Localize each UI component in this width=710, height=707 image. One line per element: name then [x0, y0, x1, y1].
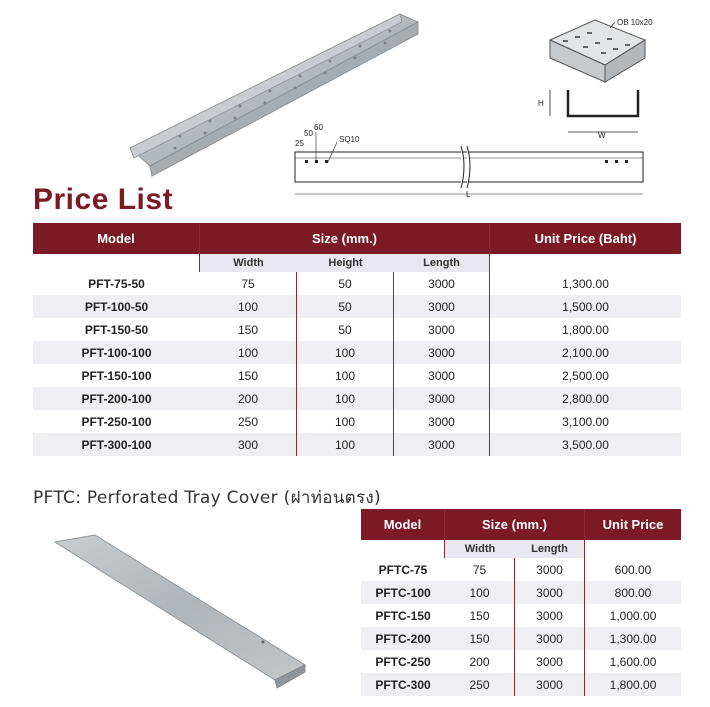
sub-length: Length	[515, 540, 585, 558]
table-row: PFTC-200 150 3000 1,300.00	[361, 627, 681, 650]
width-label: W	[598, 131, 606, 140]
col-size: Size (mm.)	[200, 223, 490, 254]
table-row: PFTC-250 200 3000 1,600.00	[361, 650, 681, 673]
callout-label: OB 10x20	[617, 18, 653, 27]
sub-length: Length	[394, 254, 490, 272]
dim-length: L	[466, 190, 471, 199]
dim-sq10: SQ10	[339, 135, 360, 144]
table-row: PFTC-100 100 3000 800.00	[361, 581, 681, 604]
table-row: PFT-100-100 100 100 3000 2,100.00	[33, 341, 681, 364]
tray-cover-image	[35, 530, 320, 700]
side-elevation-drawing	[285, 118, 645, 200]
sub-width: Width	[200, 254, 297, 272]
table-row: PFT-75-50 75 50 3000 1,300.00	[33, 272, 681, 295]
table-row: PFT-100-50 100 50 3000 1,500.00	[33, 295, 681, 318]
pft-price-table	[33, 223, 681, 456]
col-size: Size (mm.)	[445, 509, 585, 540]
table-row: PFT-250-100 250 100 3000 3,100.00	[33, 410, 681, 433]
table-row: PFT-150-100 150 100 3000 2,500.00	[33, 364, 681, 387]
table-row: PFT-300-100 300 100 3000 3,500.00	[33, 433, 681, 456]
col-model: Model	[361, 509, 445, 540]
table-row: PFTC-300 250 3000 1,800.00	[361, 673, 681, 696]
pftc-price-table	[361, 509, 681, 696]
height-label: H	[538, 99, 544, 108]
dim-60: 60	[314, 123, 323, 132]
pftc-section-title: PFTC: Perforated Tray Cover (ฝาท่อนตรง)	[33, 488, 381, 508]
col-model: Model	[33, 223, 200, 254]
tray-section-icon	[535, 10, 675, 90]
page-title: Price List	[33, 183, 174, 216]
table-row: PFT-200-100 200 100 3000 2,800.00	[33, 387, 681, 410]
sub-width: Width	[445, 540, 515, 558]
dim-50: 50	[304, 129, 313, 138]
table-row: PFTC-150 150 3000 1,000.00	[361, 604, 681, 627]
col-price: Unit Price	[585, 509, 681, 540]
table-row: PFT-150-50 150 50 3000 1,800.00	[33, 318, 681, 341]
sub-height: Height	[297, 254, 394, 272]
dim-25: 25	[295, 139, 304, 148]
table-row: PFTC-75 75 3000 600.00	[361, 558, 681, 581]
col-price: Unit Price (Baht)	[490, 223, 681, 254]
